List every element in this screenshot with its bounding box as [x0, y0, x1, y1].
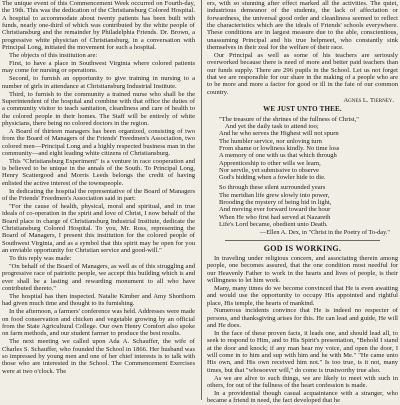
article-paragraph: A Board of thirteen managers has been organized, consisting of two from the Board of Managers of the Friends' Freedmen's Association, two colored men—Principal Long and a highly respected business man in the community—and eight leading white citizens of Christiansburg. — [2, 127, 195, 157]
poem-line: Apprenticeship to other wills we learn, — [219, 159, 321, 167]
article-paragraph: To this reply was made: — [9, 255, 72, 263]
poem-line: And yet the daily task to attend too; — [225, 123, 319, 131]
poem-line: The humbler service, nor unloving turn — [219, 137, 322, 145]
article-paragraph: Second, to furnish an opportunity to give training in nursing to a number of girls in attendance at Christiansburg Industrial Institute. — [2, 75, 195, 90]
poem-line: So through these silent surrounded years — [219, 184, 326, 192]
article-paragraph: "For the cause of health, physical, moral and spiritual, and in true ideals of co-operation in the spirit and love of Christ, I now behalf of the Board place in charge of Christiansburg Industrial Institute, dedicate the Christiansburg Colored Hospital. To you, Mr. Ross, representing the Board of Managers, I present this institution for the colored people of Southwest Virginia, and as a symbol that this spirit may be open for you an enviable opportunity for Christian service and good-will." — [2, 203, 195, 255]
poem-line: From shame or lowliness kindly. No time loss — [219, 144, 340, 152]
article-paragraph: "On behalf of the Board of Managers, as well as of this struggling and progressive race of patriotic people, we accept this building which is and ever shall be a lasting and rewarding monument to all who have contributed thereto." — [2, 262, 195, 292]
article-paragraph: The unique event of this Commencement Week occurred on Fourth-day, the 19th. This was the dedication of the Christiansburg Colored Hospital. A hospital to accommodate about twenty patients has been built with funds, nearly one-third of which was contributed by the white people of Christiansburg and the remainder by Philadelphia Friends. Dr. Brown, a progressive white physician of Christiansburg, in a conversation with Principal Long, initiated the movement for such a hospital. — [2, 0, 195, 52]
poem-title: WE JUST UNTO THEE. — [263, 105, 342, 114]
article-paragraph: In the afternoon, a farmers' conference was held. Addresses were made on food conservation and chicken and vegetable growing by an official from the State Agricultural College. Our own Henry Comfort also spoke on farm methods, and our student farmer to produce the best results. — [2, 308, 195, 338]
poem-line: Life's Lord became, obedient unto Death. — [219, 220, 328, 228]
article-paragraph: The objects of this institution are: — [9, 52, 98, 59]
poem-line: "The treasure of the shrines of the fullness of Christ," — [219, 115, 359, 123]
author-signature: Agnes L. Tierney. — [343, 97, 394, 105]
article-paragraph: The hospital has then inspected. Natalie Kimber and Amy Shorthorn had given much time and thought to its furnishing. — [2, 292, 195, 308]
poem-line: When He who first had served at Nazareth — [219, 213, 331, 221]
article-paragraph: In dedicating the hospital the representative of the Board of Managers of the Friends' Freedmen's Association said in part: — [2, 187, 195, 203]
article-paragraph: In the face of these proven facts, it leads one, and should lead all, to seek to respond to Him, and to His Spirit's presentation, "Behold I stand at the door and knock; if any man hear my voice, and open the door, I will come in to him and sup with him and he with Me." "He came unto His own, and His own received him not." Is too true, is it not, many times, but that "whosoever will," do come is trustworthy true also. — [207, 330, 398, 374]
right-column — [207, 0, 398, 405]
article-paragraph: The next meeting we called upon Ada A. Schauffer, the wife of Charles S. Schauffer, who founded the School in 1866. Her husband was so impressed by young men and one of her chief interests is to talk with those who are interested in the School. The Commencement Exercises were at two o'clock. The — [2, 338, 195, 375]
left-column — [2, 0, 195, 400]
poem-line: God's bidding when a fowler hide to die. — [219, 174, 326, 182]
article-paragraph: Our Principal as well as some of his teachers are seriously overworked because there is need of more and better paid teachers than our funds supply. There are 296 pupils in the School. Let us not forget that we are responsible for our share in the making of a people who are to be more and more a factor for good or ill in the fate of our common country. — [207, 52, 398, 96]
poem-line: A memory of one with us that which through — [219, 152, 337, 160]
poem-line: And moving ever forward toward the hour — [219, 206, 331, 214]
poem-line: Brooding the mystery of being hid in light, — [219, 199, 332, 207]
article-paragraph: First, to have a place in Southwest Virginia where colored patients may come for nursing or operations. — [2, 59, 195, 75]
section-divider — [225, 240, 380, 241]
article-paragraph: As we are alive to such things, we are likely to meet with such in others, for out of the fullness of the heart confession is made. — [207, 374, 398, 390]
article-paragraph: Many, many times do we become convinced that He is even awaiting and would use the opportunity to occupy His appointed and rightful place, His temple, the hearts of mankind. — [207, 284, 398, 307]
poem-line: And he who serves the Highest will not spurn — [219, 130, 339, 138]
article-paragraph: In traveling under religious concern, and associating therein among people, one becomes assured, that the one condition most needful for our Heavenly Father to work in the hearts and lives of people, is their willingness to let him work. — [207, 254, 398, 284]
poem-line: Nor servile, yet submissive to observe — [219, 166, 320, 174]
poem-credit: —Ellen A. Dex, in "Christ in the Poetry of To-day." — [259, 229, 390, 237]
article-paragraph: This "Christiansburg Experiment" is a venture in race cooperation and is believed to be unique in the annals of the South. To Principal Long, Henry Scattergood and Morris Leeds belongs the credit of having enlisted the active interest of the townspeople. — [2, 157, 195, 187]
poem — [207, 116, 398, 228]
column-divider — [201, 0, 202, 400]
article-paragraph: Third, to furnish to the community a trained nurse who shall be the Superintendent of the hospital and combine with that office the duties of a community visitor to teach sanitation, cleanliness and care of health to the colored people in their homes. The Staff will be entirely of white physicians, there being no colored doctors in the region. — [2, 90, 195, 127]
article-paragraph: Numerous incidents convince that He is indeed no respecter of persons, and thanksgiving arises for this. He can lead and guide, He will and He does. — [207, 307, 398, 330]
poem-line: The meridian life grew slowly into power, — [219, 191, 330, 199]
article-paragraph: ers, with so stunning after effect marked all the activities. The quiet, industrious demeanor of the students, the lack of affectation or forwardness, the universal good order and cleanliness seemed to reflect the characteristics which are the ideals of Friends' schools everywhere. These conditions are in largest measure due to the able, conscientious, unassuming Principal and his true helpmeet, who constantly sink themselves in their zeal for the welfare of their race. — [207, 0, 398, 52]
section-title: GOD IS WORKING. — [263, 243, 342, 253]
article-paragraph: In a providential though casual acquaintance with a stranger, who became a friend in need, the fact developed that he — [207, 390, 398, 405]
